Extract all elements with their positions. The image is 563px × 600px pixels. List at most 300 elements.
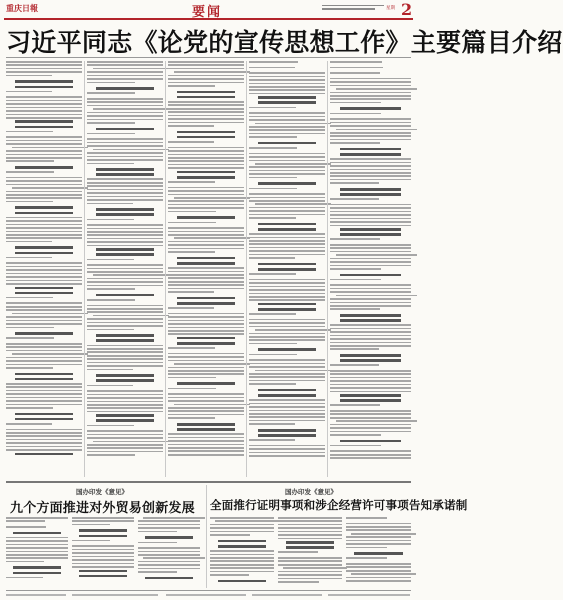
text-line — [249, 416, 325, 418]
text-line — [168, 241, 244, 243]
subheading-text-bar — [258, 268, 316, 271]
subheading-text-bar — [177, 337, 235, 340]
text-line — [87, 105, 163, 107]
text-line — [330, 172, 411, 174]
subheading-text-bar — [15, 86, 73, 89]
subheading-text-bar — [15, 166, 73, 169]
text-line — [87, 425, 134, 427]
text-line — [255, 370, 331, 372]
text-line — [346, 547, 387, 549]
text-line — [6, 544, 68, 546]
text-line — [210, 517, 274, 519]
text-line — [168, 150, 244, 152]
text-line — [87, 385, 133, 387]
text-line — [6, 364, 82, 366]
text-line — [138, 551, 200, 553]
text-line — [6, 446, 82, 448]
text-line — [87, 411, 163, 413]
subheading-text-bar — [258, 303, 316, 306]
text-line — [330, 81, 411, 83]
text-line — [168, 447, 244, 449]
subheading-text-bar — [15, 453, 73, 456]
text-line — [330, 118, 411, 120]
text-line — [210, 564, 274, 566]
text-line — [93, 315, 169, 317]
text-line — [249, 217, 296, 219]
text-line — [249, 359, 325, 361]
right-article-headline: 全面推行证明事项和涉企经营许可事项告知承诺制 — [210, 498, 468, 512]
text-line — [87, 268, 163, 270]
text-line — [12, 187, 88, 189]
text-line — [249, 455, 325, 457]
text-line — [249, 89, 325, 91]
text-line — [168, 101, 244, 103]
text-line — [351, 573, 416, 575]
subheading-text-bar — [340, 399, 402, 402]
text-line — [168, 231, 244, 233]
text-line — [346, 580, 411, 582]
text-line — [330, 207, 411, 209]
subheading-text-bar — [218, 540, 267, 543]
text-line — [330, 162, 411, 164]
subheading-text-bar — [15, 332, 73, 335]
text-line — [138, 554, 200, 556]
text-line — [330, 61, 382, 63]
subheading-text-bar — [258, 434, 316, 437]
text-line — [330, 279, 381, 281]
text-line — [174, 404, 250, 406]
text-line — [168, 122, 244, 124]
text-line — [278, 557, 342, 559]
text-line — [249, 126, 325, 128]
text-line — [87, 159, 163, 161]
text-line — [249, 363, 325, 365]
text-line — [249, 293, 325, 295]
text-line — [6, 266, 82, 268]
subheading-text-bar — [96, 419, 154, 422]
text-line — [210, 550, 274, 552]
text-line — [330, 72, 380, 74]
subheading-text-bar — [15, 373, 73, 376]
text-line — [6, 140, 82, 142]
text-line — [168, 194, 244, 196]
text-line — [278, 520, 342, 522]
text-line — [6, 220, 82, 222]
subheading-text-bar — [340, 107, 402, 110]
subheading-text-bar — [258, 389, 316, 392]
text-line — [330, 204, 411, 206]
text-line — [210, 567, 274, 569]
subheading-text-bar — [340, 188, 402, 191]
text-line — [6, 367, 53, 369]
text-line — [249, 156, 325, 158]
text-line — [168, 444, 244, 446]
text-line — [168, 400, 244, 402]
text-line — [330, 335, 411, 337]
text-line — [168, 370, 244, 372]
text-line — [330, 364, 379, 366]
text-line — [283, 567, 347, 569]
text-line — [336, 88, 417, 90]
text-line — [87, 182, 163, 184]
text-line — [168, 393, 244, 395]
text-line — [249, 93, 325, 95]
text-line — [330, 67, 383, 69]
text-line — [278, 517, 342, 519]
column-rule — [327, 61, 328, 477]
text-line — [210, 557, 274, 559]
subheading-text-bar — [286, 541, 335, 544]
text-line — [72, 545, 134, 547]
text-line — [6, 283, 82, 285]
text-line — [168, 360, 244, 362]
text-line — [330, 370, 411, 372]
text-line — [87, 437, 163, 439]
subheading-text-bar — [258, 101, 316, 104]
text-line — [330, 265, 411, 267]
text-line — [6, 154, 82, 156]
text-line — [6, 390, 82, 392]
subheading-text-bar — [177, 428, 235, 431]
text-line — [168, 108, 244, 110]
text-line — [249, 420, 325, 422]
subheading-text-bar — [258, 142, 316, 145]
text-line — [330, 338, 411, 340]
text-line — [6, 197, 82, 199]
text-line — [6, 316, 82, 318]
text-line — [168, 167, 244, 169]
text-line — [210, 560, 274, 562]
text-line — [168, 227, 244, 229]
subheading-text-bar — [79, 570, 126, 573]
text-line — [330, 373, 411, 375]
text-line — [249, 166, 325, 168]
subheading-text-bar — [79, 529, 126, 532]
text-line — [330, 445, 381, 447]
text-line — [87, 199, 163, 201]
text-line — [93, 274, 169, 276]
body-column-3 — [168, 61, 244, 477]
subheading-text-bar — [15, 378, 73, 381]
text-line — [330, 182, 379, 184]
text-line — [87, 325, 163, 327]
text-line — [330, 391, 411, 393]
text-line — [249, 76, 325, 78]
text-line — [168, 125, 214, 127]
text-line — [168, 367, 244, 369]
subheading-text-bar — [177, 262, 235, 265]
text-line — [249, 136, 297, 138]
text-line — [6, 103, 82, 105]
body-column-1 — [6, 61, 82, 477]
text-line — [6, 217, 82, 219]
text-line — [330, 92, 411, 94]
text-line — [168, 377, 216, 379]
text-line — [255, 163, 331, 165]
text-line — [330, 214, 411, 216]
text-line — [168, 333, 244, 335]
text-line — [87, 434, 163, 436]
text-line — [278, 534, 342, 536]
section-title: 要闻 — [192, 5, 223, 20]
text-line — [346, 570, 411, 572]
text-line — [249, 237, 325, 239]
text-line — [330, 284, 411, 286]
subheading-text-bar — [177, 297, 235, 300]
text-line — [249, 116, 325, 118]
text-line — [12, 313, 88, 315]
text-line — [249, 112, 325, 114]
text-line — [6, 171, 54, 173]
text-line — [249, 343, 297, 345]
text-line — [87, 138, 163, 140]
masthead — [4, 2, 413, 20]
text-line — [168, 440, 244, 442]
text-line — [93, 149, 169, 151]
text-line — [138, 527, 200, 529]
text-line — [168, 244, 244, 246]
text-line — [6, 276, 82, 278]
text-line — [330, 331, 411, 333]
text-line — [168, 222, 216, 224]
text-line — [168, 200, 244, 202]
text-line — [249, 286, 325, 288]
text-line — [249, 243, 325, 245]
text-line — [330, 387, 411, 389]
text-line — [346, 529, 411, 531]
right-article-column-2 — [278, 517, 342, 587]
text-line — [330, 238, 380, 240]
page-label: 星期 — [386, 6, 395, 11]
text-line — [87, 278, 163, 280]
text-line — [210, 554, 274, 556]
text-line — [330, 291, 411, 293]
text-line — [6, 64, 82, 66]
subheading-text-bar — [340, 274, 402, 277]
text-line — [249, 61, 298, 63]
subheading-text-bar — [177, 131, 235, 134]
text-line — [330, 384, 411, 386]
text-line — [346, 557, 387, 559]
text-line — [143, 517, 205, 519]
text-line — [6, 400, 82, 402]
body-column-4 — [249, 61, 325, 477]
subheading-text-bar — [15, 80, 73, 83]
text-line — [87, 394, 163, 396]
footer-text-line — [72, 594, 158, 596]
text-line — [249, 240, 325, 242]
subheading-text-bar — [340, 319, 402, 322]
text-line — [87, 75, 163, 77]
text-line — [330, 211, 411, 213]
text-line — [168, 277, 244, 279]
text-line — [330, 454, 411, 456]
subheading-text-bar — [258, 348, 316, 351]
text-line — [87, 98, 163, 100]
text-line — [87, 454, 135, 456]
text-line — [6, 269, 82, 271]
text-line — [87, 64, 163, 66]
text-line — [87, 430, 163, 432]
text-line — [330, 139, 411, 141]
text-line — [249, 279, 325, 281]
text-line — [87, 82, 135, 84]
text-line — [6, 180, 82, 182]
text-line — [6, 357, 82, 359]
text-line — [168, 248, 244, 250]
text-line — [330, 158, 411, 160]
text-line — [330, 305, 411, 307]
text-line — [6, 551, 68, 553]
text-line — [168, 160, 244, 162]
subheading-text-bar — [15, 206, 73, 209]
text-line — [278, 527, 342, 529]
text-line — [6, 526, 46, 528]
text-line — [249, 313, 296, 315]
text-line — [168, 115, 244, 117]
text-line — [6, 309, 82, 311]
text-line — [87, 305, 163, 307]
text-line — [87, 369, 133, 371]
text-line — [330, 380, 411, 382]
text-line — [249, 153, 325, 155]
text-line — [6, 117, 82, 119]
text-line — [168, 274, 244, 276]
text-line — [330, 268, 381, 270]
text-line — [249, 173, 325, 175]
text-line — [87, 185, 163, 187]
text-line — [210, 571, 274, 573]
body-column-5 — [330, 61, 411, 477]
text-line — [87, 365, 163, 367]
footer-text-line — [6, 594, 66, 596]
text-line — [249, 233, 325, 235]
text-line — [249, 170, 325, 172]
subheading-text-bar — [96, 414, 154, 417]
subheading-text-bar — [145, 577, 192, 580]
text-line — [87, 281, 163, 283]
text-line — [330, 102, 381, 104]
text-line — [6, 136, 82, 138]
text-line — [6, 350, 82, 352]
text-line — [330, 258, 411, 260]
text-line — [330, 404, 380, 406]
text-line — [174, 71, 250, 73]
subheading-text-bar — [177, 382, 235, 385]
text-line — [87, 322, 163, 324]
text-line — [249, 452, 325, 454]
text-line — [168, 211, 216, 213]
subheading-text-bar — [258, 96, 316, 99]
text-line — [330, 169, 411, 171]
text-line — [87, 112, 163, 114]
text-line — [330, 78, 411, 80]
text-line — [87, 133, 135, 135]
text-line — [249, 160, 325, 162]
text-line — [249, 376, 325, 378]
text-line — [168, 251, 215, 253]
text-line — [330, 298, 411, 300]
text-line — [87, 234, 163, 236]
subheading-text-bar — [96, 248, 154, 251]
text-line — [249, 79, 325, 81]
text-line — [210, 527, 274, 529]
text-line — [168, 190, 244, 192]
subheading-text-bar — [15, 246, 73, 249]
subheading-text-bar — [340, 359, 402, 362]
text-line — [330, 450, 411, 452]
subheading-text-bar — [340, 193, 402, 196]
subheading-text-bar — [15, 126, 73, 129]
subheading-text-bar — [340, 148, 402, 151]
text-line — [87, 238, 163, 240]
text-line — [87, 355, 163, 357]
text-line — [330, 377, 411, 379]
text-line — [168, 388, 216, 390]
text-line — [87, 308, 163, 310]
text-line — [278, 578, 342, 580]
text-line — [138, 561, 200, 563]
text-line — [249, 439, 295, 441]
newspaper-logo: 重庆日報 — [6, 3, 38, 13]
subheading-text-bar — [340, 228, 402, 231]
text-line — [168, 327, 244, 329]
dateline-text-line — [322, 8, 375, 9]
text-line — [6, 100, 82, 102]
text-line — [6, 337, 54, 339]
text-line — [6, 386, 82, 388]
text-line — [87, 142, 163, 144]
column-rule — [246, 61, 247, 477]
subheading-text-bar — [258, 182, 316, 185]
text-line — [138, 542, 177, 544]
text-line — [72, 552, 134, 554]
subheading-text-bar — [13, 532, 60, 535]
text-line — [255, 203, 331, 205]
subheading-text-bar — [258, 394, 316, 397]
text-line — [168, 118, 244, 120]
text-line — [168, 204, 244, 206]
text-line — [330, 308, 380, 310]
text-line — [6, 383, 82, 385]
subheading-text-bar — [13, 566, 60, 569]
text-line — [6, 61, 82, 63]
text-line — [249, 254, 325, 256]
text-line — [249, 282, 325, 284]
subheading-text-bar — [340, 314, 402, 317]
text-line — [143, 557, 205, 559]
text-line — [6, 435, 82, 437]
text-line — [168, 353, 244, 355]
subheading-text-bar — [96, 213, 154, 216]
text-line — [6, 320, 82, 322]
text-line — [6, 237, 82, 239]
text-line — [6, 520, 45, 522]
text-line — [168, 323, 244, 325]
text-line — [87, 447, 163, 449]
text-line — [87, 451, 163, 453]
text-line — [249, 119, 325, 121]
text-line — [249, 354, 297, 356]
subheading-text-bar — [15, 287, 73, 290]
text-line — [6, 194, 82, 196]
text-line — [351, 533, 416, 535]
right-article-kicker: 国办印发《意见》 — [285, 488, 337, 496]
text-line — [6, 323, 82, 325]
text-line — [168, 373, 244, 375]
text-line — [168, 164, 244, 166]
text-line — [6, 343, 82, 345]
